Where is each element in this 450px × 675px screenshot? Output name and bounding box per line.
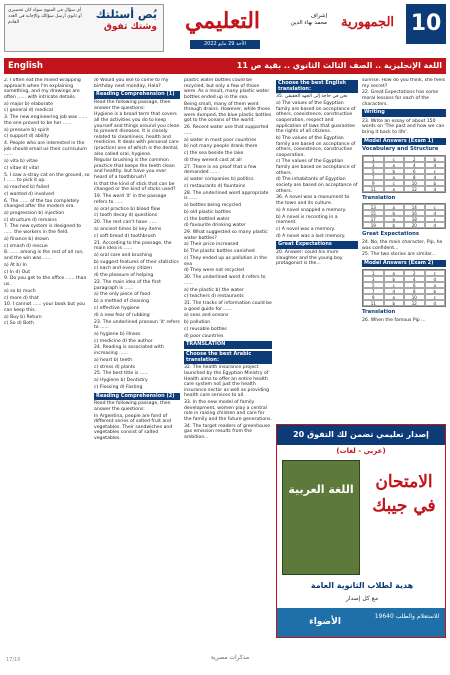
col2-line: a) hygiene b) illness (94, 331, 141, 337)
col4-line: d) A novel was a lost memory. (276, 233, 346, 239)
answer-cell: b (384, 300, 405, 306)
col3-line: 30. The underlined word it refers to ...... (184, 275, 266, 286)
answer-cell: b (425, 180, 446, 186)
col3-line: plastic water bottles could be recycled, but only a few of those were. As a result, many plastic water bottles ended up in the sea. (184, 78, 270, 100)
ad-phone: للاستعلام والطلب 19640 (374, 613, 440, 620)
col1-line: 4. People who are interested in the job should email us their curriculum ...... (4, 141, 87, 158)
answer-cell: a (384, 216, 405, 222)
col5-line: 23. Write an essay of about 150 words on 'The past and how we can bring it back to life'. (362, 118, 445, 135)
col4-line: b) The values of the Egyptian family are based on acceptance of others, coexistence, constructive cooperation. (276, 135, 356, 158)
answers-grid-1 (362, 155, 446, 193)
col2-line: a) the only piece of food (94, 292, 151, 298)
col3-line: c) reusable bottles (184, 327, 227, 333)
answer-cell: 11 (363, 300, 384, 306)
col3-line: a) Their price increased (184, 242, 239, 248)
col1-line: a) Buy b) Return (4, 314, 42, 320)
col3-line: c) the bottled water (184, 216, 230, 222)
col1-line: c) general d) medical (4, 108, 53, 114)
column-3 (184, 78, 272, 638)
col1-line: 5. I saw a stray cat on the ground, so I ...... to pick it up. (4, 172, 90, 184)
answer-cell: 9 (363, 180, 384, 186)
col2-line: 20. The rest can't have ...... (94, 220, 158, 226)
answer-cell: 16 (404, 210, 425, 216)
col4-line: 35. نحن في حاجة إلى الجهد الحقيقي (276, 94, 348, 100)
answer-cell: d (425, 210, 446, 216)
subheading: Translation (362, 309, 396, 316)
col2-line: c) medicine d) the author (94, 338, 153, 344)
ad-headline: 20 إصدار تعليمي تضمن لك التفوق (277, 425, 445, 445)
answer-cell: 14 (404, 204, 425, 210)
col3-line: 27. There is no proof that a few demanded ...... (184, 164, 257, 176)
col2-line: d) Would you like to come to my birthday next monday, Hala? (94, 78, 169, 89)
col2-line: 25. The best title is ...... (94, 371, 149, 377)
col2-line: c) tooth decay d) questions (94, 213, 158, 219)
col2-line: Read the following passage, then answer the questions: (94, 99, 171, 111)
subheading: Translation (362, 194, 396, 201)
answer-cell: 1 (363, 270, 384, 276)
ask-note: أي سؤال في المنهج سواء كان تحضيري أو ثانوي أرسل سؤالك والإجابة في العدد القادم (8, 8, 82, 25)
answer-cell: d (425, 276, 446, 282)
answer-cell: b (384, 210, 405, 216)
col4-line: Choose the best English translation: (276, 80, 358, 93)
col2-line: In Argentina, people are fond of different series of salted fruit and vegetables. Their sandwiches and vegetables consist of salted vegetables. (94, 413, 173, 442)
col3-line: a) water companies b) politics (184, 177, 254, 182)
col2-line: Is that the kind of stick that can be changed or the kind of sticks used? (94, 181, 176, 193)
answer-cell: c (384, 156, 405, 162)
col3-line: a) bottles being recycled (184, 202, 242, 208)
answer-cell: 5 (363, 282, 384, 288)
column-1 (4, 78, 90, 638)
answer-cell: 7 (363, 288, 384, 294)
col1-line: c) smash d) rescue (4, 243, 48, 249)
page-number-badge: 10 (406, 4, 446, 44)
answer-cell: 19 (363, 222, 384, 228)
col3-line: b) old plastic bottles (184, 209, 231, 215)
ad-subheadline: (عربي - لغات) (336, 447, 386, 455)
magazine-name: التعليمي (184, 8, 261, 34)
answer-cell: 8 (404, 174, 425, 180)
col3-line: b) The plastic bottles vanished (184, 249, 255, 255)
answer-cell: b (425, 156, 446, 162)
col5-line: sunrise. How do you think, she feels my secret? (362, 78, 446, 89)
col1-line: 3. The new engineering job was ...... the one proved to be her ...... (4, 115, 88, 126)
col3-line: Being small, many of them went through drains. However, while those were dumped, the blue plastic bottles got to the oceans of the world. (184, 101, 272, 124)
col4-line: c) The values of the Egyptian family are based on acceptance of others. (276, 159, 356, 176)
col1-line: 10. I cannot ...... your book but you can keep this. (4, 302, 86, 313)
col2-line: Reading Comprehension (2) (94, 393, 180, 401)
col4-line: a) The values of the Egyptian family are based on acceptance of others, coexistence, constructive cooperation, respect and application of laws that guarantee the rights of all citizens. (276, 101, 356, 135)
answer-cell: a (384, 204, 405, 210)
answer-cell: a (384, 186, 405, 192)
ad-gift-sub: مع كل إصدار (345, 595, 379, 602)
answer-cell: c (425, 270, 446, 276)
answer-cell: 12 (404, 186, 425, 192)
col1-line: 9. Do you get to the office ...... than us. (4, 276, 87, 287)
title-arabic: اللغة الإنجليزية .. الصف الثالث الثانوي .. بقية ص 11 (236, 61, 442, 70)
col3-line: c) restaurants d) fountains (184, 183, 246, 189)
col2-line: d) a new fear of rubbing (94, 312, 150, 318)
answer-cell: 2 (404, 270, 425, 276)
answer-cell: c (425, 168, 446, 174)
col2-line: c) soft bread d) toothbrush (94, 233, 156, 239)
answer-cell: 15 (363, 210, 384, 216)
answer-cell: 2 (404, 156, 425, 162)
col2-line: 24. Reading is associated with increasing ...... (94, 345, 164, 357)
col2-line: 23. The underlined pronoun 'it' refers to ...... (94, 319, 180, 331)
answer-cell: d (425, 174, 446, 180)
col1-line: a) pressure b) spirit (4, 127, 50, 133)
issue-date: الأحد 29 مايو 2022 (190, 40, 260, 49)
col2-line: c) stress d) plants (94, 364, 136, 370)
ask-title: بُص أسئلتك (95, 8, 157, 21)
col2-line: 21. According to the passage, the main idea is ...... (94, 240, 172, 252)
answer-cell: c (425, 216, 446, 222)
supervisor (272, 13, 327, 33)
col4-line: 36. A novel was a monument to the town and its culture. (276, 195, 350, 206)
col3-line: c) the sea beside the lake (184, 151, 244, 157)
col2-line: b) a method of cleaning (94, 299, 149, 305)
col3-line: 29. What suggested so many plastic water bottles? (184, 230, 268, 241)
answer-cell: d (425, 186, 446, 192)
answer-cell: d (384, 288, 405, 294)
ad-slogan: الامتحان في جيبك (372, 472, 436, 516)
answer-cell: d (425, 162, 446, 168)
col2-line: a) oral care and brushing (94, 252, 152, 258)
answer-cell: a (384, 162, 405, 168)
col1-line: a) finance b) drown (4, 236, 49, 242)
col5-line: 26. When the famous Pip ... (362, 318, 426, 324)
col3-line: a) water in most poor countries (184, 137, 257, 143)
answer-cell: c (425, 204, 446, 210)
answer-cell: 13 (363, 204, 384, 210)
col3-line: 32. The health insurance project launched by the Egyptian Ministry of Health aims to offer an entire health care system not just the health insurance sector as well as providing health care services to all. (184, 365, 270, 399)
col3-line: c) They ended up as pollution in the sea (184, 256, 267, 267)
answer-cell: 7 (363, 174, 384, 180)
answer-cell: 3 (363, 162, 384, 168)
col1-line: a) At b) In (4, 262, 27, 268)
col5-line: 22. Great Expectations has some moral lessons for each of the characters. (362, 90, 439, 107)
col4-line: d) The inhabitants of Egyptian society are based on acceptance of others. (276, 177, 358, 194)
col3-line: 33. In the new model of family development, women play a central role in raising children and care for the family and the future generations. (184, 400, 272, 422)
col2-line: Hygiene is a broad term that covers all the activities you do to keep yourself and things around you clean to prevent diseases. It is closely related to cleanliness, health and medicine. It deals with personal care (practice) one of which is the dental, also called oral, hygiene. (94, 112, 180, 157)
col3-line: 28. The underlined word appropriate is ...... (184, 190, 269, 202)
col1-line: 7. The new system is designed to ...... the workers in the field. (4, 224, 82, 236)
col2-line: Read the following passage, then answer the questions: (94, 401, 171, 412)
col3-line: 26. Recent water use that supported ...... (184, 125, 269, 136)
col3-line: b) not many people drank there (184, 144, 258, 150)
ad-brand-logo: الأضواء (309, 617, 341, 627)
col1-line: a) vita b) vitae (4, 159, 38, 165)
col1-line: c) structure d) remains (4, 217, 57, 223)
subheading: Great Expectations (362, 231, 420, 238)
col3-line: d) favourite drinking water (184, 223, 246, 229)
col4-line: a) A novel snapped a memory. (276, 207, 347, 213)
col2-line: Regular brushing is the common practice that keeps the teeth clean and healthy, but have you ever heard of a toothbrush? (94, 158, 175, 181)
column-4 (276, 78, 358, 420)
col3-line: a) the plastic b) the water (184, 287, 244, 293)
answer-cell: a (425, 282, 446, 288)
col1-line: c) more d) that (4, 295, 39, 301)
col1-line: a) so b) much (4, 288, 36, 294)
col4-line: 20. Answer: could his mum slaughter and the young boy protagonist is the... (276, 250, 343, 267)
footer-logo: مذكرات مصرية (210, 654, 250, 661)
col5-line: 25. The two stories are similar... (362, 252, 436, 258)
col3-line: c) teachers d) restaurants (184, 294, 244, 300)
footer-page-code: 17/10 (6, 657, 21, 663)
answer-cell: 20 (404, 222, 425, 228)
answer-cell: 17 (363, 216, 384, 222)
col2-line: c) effective hygiene (94, 305, 140, 311)
paper-name: الجمهورية (340, 15, 395, 30)
answer-cell: 3 (363, 276, 384, 282)
column-2 (94, 78, 180, 638)
answer-cell: 4 (404, 162, 425, 168)
col2-line: 19. The word 'it' in the passage refers to ...... (94, 194, 167, 205)
supervisor-label: إشراف (310, 13, 327, 19)
col5-line: 24. No, the main character, Pip, he was confident... (362, 239, 443, 251)
answers-grid-2 (362, 203, 446, 229)
answers-grid-3 (362, 269, 446, 307)
answer-cell: 8 (404, 288, 425, 294)
col2-line: d) the pleasure of helping (94, 273, 154, 279)
answer-cell: a (384, 270, 405, 276)
col4-line: b) A novel is recording in a moment. (276, 214, 338, 226)
col1-line: a) reached b) failed (4, 184, 50, 190)
col2-line: Reading Comprehension (1) (94, 91, 180, 99)
col1-line: c) support d) ability (4, 134, 50, 140)
answer-cell: 18 (404, 216, 425, 222)
col1-line: c) So d) Both (4, 321, 34, 327)
col1-line: 2. I often eat the mixed wrapping approach when I'm explaining something, and my drawings are often ...... with intricate details. (4, 78, 81, 100)
answer-cell: 11 (363, 186, 384, 192)
section-heading: Writing (362, 109, 446, 117)
col4-line: Great Expectations (276, 241, 358, 249)
col2-line: a) oral practice b) blood flow (94, 206, 161, 212)
answer-cell: c (384, 180, 405, 186)
answer-cell: c (425, 294, 446, 300)
col3-line: 31. The tracks of information could be a good guide for ...... (184, 301, 272, 312)
col4-line: c) A novel was a memory. (276, 226, 336, 232)
col3-line: a) seas and oceans (184, 313, 229, 319)
col2-line: b) suggest features of their statistics (94, 259, 179, 265)
answer-cell: 12 (404, 300, 425, 306)
col5-intro (362, 78, 446, 324)
col2-line: c) Flossing d) Fasting (94, 384, 143, 390)
col1-line: c) In d) Out (4, 269, 31, 275)
col1-line: c) wanted d) involved (4, 191, 54, 197)
col1-line: 6. The ...... of the tax completely changed after the modern era. (4, 198, 80, 210)
answer-cell: 6 (404, 282, 425, 288)
col3-line: d) they werent cast at all (184, 157, 242, 163)
title-english: English (8, 61, 43, 71)
answer-cell: 10 (404, 294, 425, 300)
col3-line: b) pollution (184, 320, 211, 326)
answer-cell: d (425, 222, 446, 228)
col3-line: d) poor countries (184, 333, 224, 339)
col3-line: Choose the best Arabic translation: (184, 351, 272, 364)
answer-cell: 4 (404, 276, 425, 282)
col1-line: a) major b) elaborate (4, 101, 53, 107)
answer-cell: b (425, 288, 446, 294)
subheading: Vocabulary and Structure (362, 146, 439, 153)
answer-cell: c (384, 282, 405, 288)
col3-line: d) They were not recycled (184, 268, 244, 274)
section-heading: Model Answers (Exam 2) (362, 260, 446, 268)
book-cover-title: اللغة العربية (288, 483, 354, 496)
answer-cell: 1 (363, 156, 384, 162)
answer-cell: 10 (404, 180, 425, 186)
answer-cell: b (384, 222, 405, 228)
col2-line: a) Hygiene b) Dentistry (94, 378, 148, 384)
answer-cell: b (384, 276, 405, 282)
col2-line: 22. The main idea of the first paragraph is ...... (94, 280, 161, 291)
answer-cell: 6 (404, 168, 425, 174)
answer-cell: 5 (363, 168, 384, 174)
answer-cell: b (384, 168, 405, 174)
col2-line: c) each and every citizen (94, 266, 152, 272)
ad-gift: هدية لطلاب الثانوية العامة (310, 581, 414, 590)
column-5 (362, 78, 446, 420)
supervisor-name: محمد بهاء الدين (290, 20, 327, 26)
col1-line: c) vitae d) vital (4, 165, 39, 171)
section-heading: Model Answers (Exam 1) (362, 138, 446, 146)
answer-cell: d (425, 300, 446, 306)
col3-line: 34. The target readers of greenhouse gas emission results from the ambition... (184, 423, 271, 440)
answer-cell: a (384, 294, 405, 300)
col1-line: a) progression b) injection (4, 210, 65, 216)
answer-cell: 9 (363, 294, 384, 300)
col1-line: 8. ...... among is the rest of all run, and the win was ...... (4, 250, 84, 261)
ask-subtitle: وشتك تفوق (103, 22, 157, 32)
answer-cell: a (384, 174, 405, 180)
col2-line: a) heart b) teeth (94, 357, 133, 363)
col2-line: a) ancient times b) key items (94, 226, 162, 232)
col3-line: TRANSLATION (184, 341, 272, 349)
